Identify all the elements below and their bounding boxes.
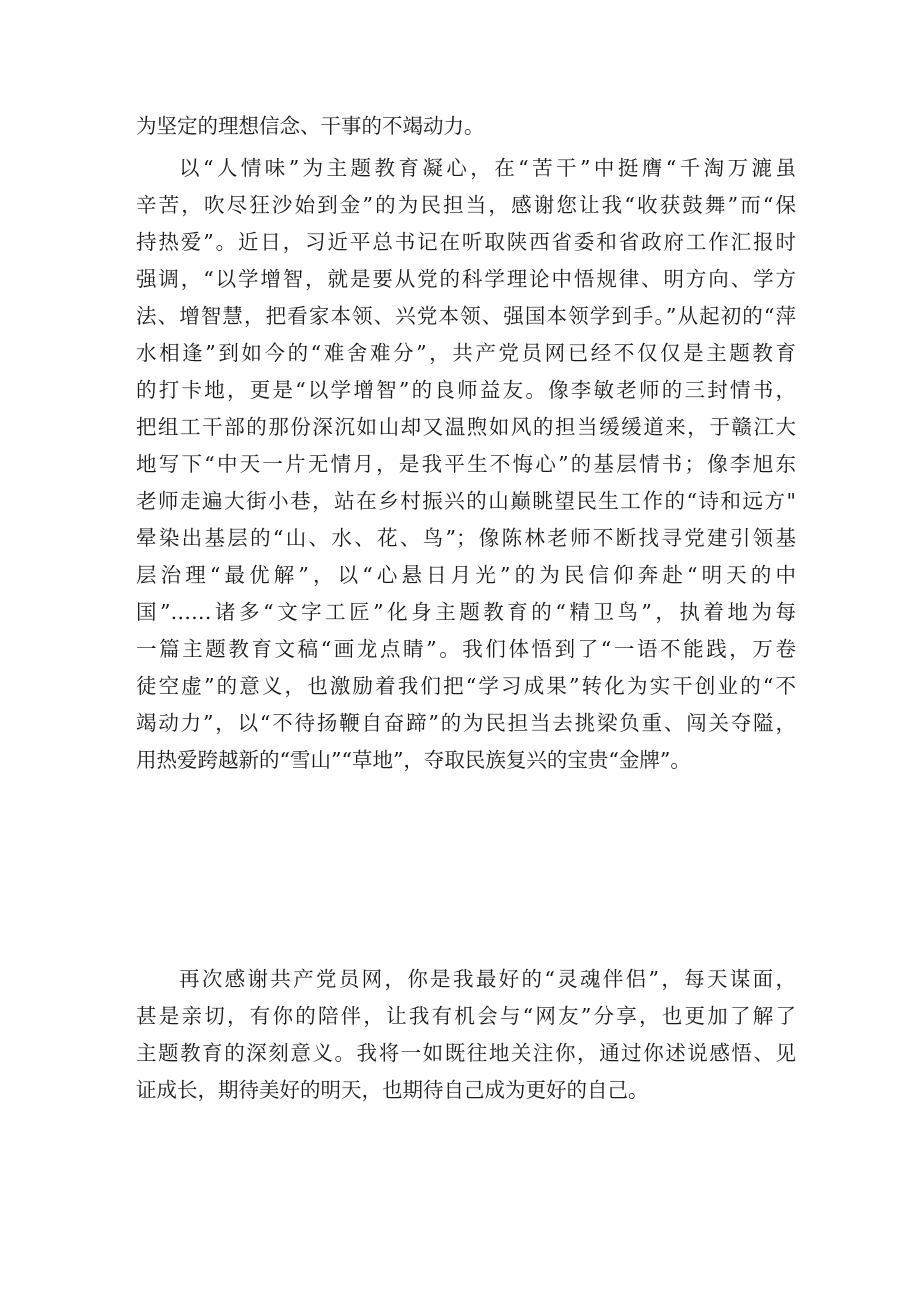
text-line: 法、增智慧，把看家本领、兴党本领、强国本领学到手。”从起初的“萍 — [136, 304, 796, 328]
text-line: 的打卡地，更是“以学增智”的良师益友。像李敏老师的三封情书， — [136, 378, 796, 402]
text-line: 持热爱”。近日，习近平总书记在听取陕西省委和省政府工作汇报时 — [136, 230, 796, 254]
text-line: 把组工干部的那份深沉如山却又温煦如风的担当缓缓道来，于赣江大 — [136, 415, 796, 439]
text-line: 辛苦，吹尽狂沙始到金”的为民担当，感谢您让我“收获鼓舞”而“保 — [136, 193, 796, 217]
text-line: 老师走遍大街小巷，站在乡村振兴的山巅眺望民生工作的“诗和远方" — [136, 489, 796, 513]
text-line: 层治理“最优解”，以“心悬日月光”的为民信仰奔赴“明天的中 — [136, 563, 796, 587]
text-line: 徒空虚”的意义，也激励着我们把“学习成果”转化为实干创业的“不 — [136, 674, 796, 698]
paragraph-closing-thanks — [136, 961, 796, 1109]
text-line: 证成长，期待美好的明天，也期待自己成为更好的自己。 — [136, 1078, 649, 1102]
text-line: 国”……诸多“文字工匠”化身主题教育的“精卫鸟”，执着地为每 — [136, 600, 796, 624]
text-line: 以“人情味”为主题教育凝心，在“苦干”中挺膺“千淘万漉虽 — [179, 156, 796, 180]
text-line: 再次感谢共产党员网，你是我最好的“灵魂伴侣”，每天谋面， — [179, 967, 796, 991]
text-line: 地写下“中天一片无情月，是我平生不悔心”的基层情书；像李旭东 — [136, 452, 796, 476]
text-line: 甚是亲切，有你的陪伴，让我有机会与“网友”分享，也更加了解了 — [136, 1004, 796, 1028]
text-line: 晕染出基层的“山、水、花、鸟”；像陈林老师不断找寻党建引领基 — [136, 526, 796, 550]
text-line: 竭动力”，以“不待扬鞭自奋蹄”的为民担当去挑梁负重、闯关夺隘， — [136, 711, 796, 735]
text-line: 强调，“以学增智，就是要从党的科学理论中悟规律、明方向、学方 — [136, 267, 796, 291]
text-line: 用热爱跨越新的“雪山”“草地”，夺取民族复兴的宝贵“金牌”。 — [136, 748, 691, 772]
paragraph-continuation — [136, 108, 796, 145]
text-line: 主题教育的深刻意义。我将一如既往地关注你，通过你述说感悟、见 — [136, 1041, 796, 1065]
text-line: 一篇主题教育文稿“画龙点睛”。我们体悟到了“一语不能践，万卷 — [136, 637, 796, 661]
paragraph-gratitude-study — [136, 150, 796, 779]
text-line: 水相逢”到如今的“难舍难分”，共产党员网已经不仅仅是主题教育 — [136, 341, 796, 365]
text-line: 为坚定的理想信念、干事的不竭动力。 — [136, 114, 485, 138]
